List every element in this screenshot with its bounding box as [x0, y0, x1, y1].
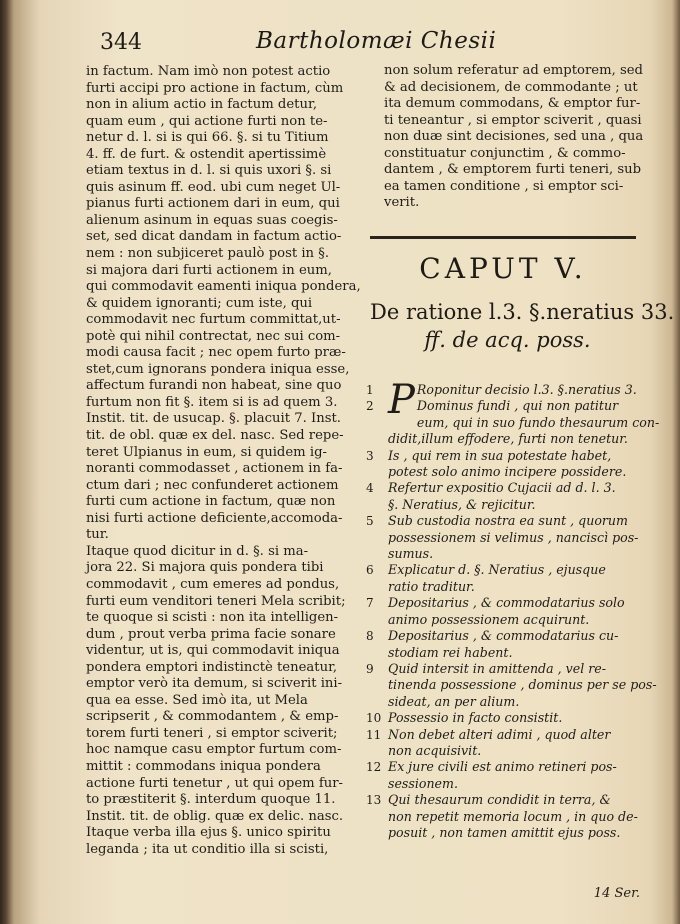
- summary-line: Ex jure civili est animo retineri pos-: [388, 759, 617, 775]
- summary-item: [366, 562, 644, 595]
- summary-number: 4: [366, 481, 374, 496]
- text-line: actione furti tenetur , ut qui opem fur-: [86, 775, 344, 791]
- summary-line: didit,illum effodere, furti non tenetur.: [388, 431, 628, 447]
- summary-line: Depositarius , & commodatarius solo: [388, 595, 625, 611]
- summary-item: [366, 595, 644, 628]
- summary-line: Non debet alteri adimi , quod alter: [388, 726, 611, 742]
- text-line: etiam textus in d. l. si quis uxori §. si: [86, 163, 332, 179]
- chapter-summary: [366, 377, 660, 841]
- text-line: potè qui nihil contrectat, nec sui com-: [86, 328, 341, 344]
- text-line: non solum referatur ad emptorem, sed: [384, 63, 643, 78]
- text-line: jora 22. Si majora quis pondera tibi: [86, 560, 324, 576]
- text-line: netur d. l. si is qui 66. §. si tu Titium: [86, 130, 329, 146]
- summary-line: eum, qui in suo fundo thesaurum con-: [416, 414, 660, 430]
- summary-line: posuit , non tamen amittit ejus poss.: [388, 824, 621, 840]
- summary-line: possessionem si velimus , nanciscì pos-: [388, 529, 639, 545]
- text-line: & ad decisionem, de commodante ; ut: [384, 79, 638, 95]
- summary-line: Explicatur d. §. Neratius , ejusque: [388, 562, 606, 578]
- summary-item: [366, 660, 657, 710]
- text-line: torem furti teneri , si emptor sciverit;: [86, 725, 338, 741]
- text-line: scripserit , & commodantem , & emp-: [86, 709, 339, 725]
- text-line: ctum dari ; nec confunderet actionem: [86, 477, 339, 493]
- text-line: si majora dari furti actionem in eum,: [86, 262, 332, 278]
- chapter-title: [370, 298, 675, 354]
- summary-line: ratio traditur.: [388, 578, 475, 594]
- text-line: Itaque verba illa ejus §. unico spiritu: [86, 825, 331, 841]
- text-line: pianus furti actionem dari in eum, qui: [86, 196, 340, 212]
- summary-number: 13: [366, 793, 382, 808]
- summary-line: Is , qui rem in sua potestate habet,: [388, 447, 612, 463]
- text-line: noranti commodasset , actionem in fa-: [86, 461, 343, 477]
- summary-line: Qui thesaurum condidit in terra, &: [388, 792, 611, 808]
- summary-line: Dominus fundi , qui non patitur: [416, 398, 619, 414]
- text-line: qui commodavit eamenti iniqua pondera,: [86, 279, 361, 295]
- chapter-title-line2: ff. de acq. poss.: [424, 328, 591, 352]
- summary-text: [388, 710, 644, 726]
- summary-number: 7: [366, 596, 374, 611]
- page-number: 344: [100, 30, 142, 55]
- summary-item: [366, 628, 644, 661]
- summary-text: [388, 660, 657, 710]
- summary-line: potest solo animo incipere possidere.: [388, 464, 627, 480]
- text-line: nisi furti actione deficiente,accomoda-: [86, 510, 343, 526]
- text-line: Instit. tit. de usucap. §. placuit 7. Inst.: [86, 411, 341, 427]
- summary-item: [366, 480, 644, 513]
- text-line: commodavit nec furtum committat,ut-: [86, 312, 341, 328]
- right-column-text: [384, 63, 644, 212]
- summary-text: [388, 792, 644, 841]
- text-line: set, sed dicat dandam in factum actio-: [86, 229, 342, 245]
- summary-line: non repetit memoria locum , in quo de-: [388, 808, 638, 824]
- text-line: verit.: [384, 195, 420, 211]
- text-line: furti accipi pro actione in factum, cùm: [86, 80, 344, 96]
- summary-line: non acquisivit.: [388, 742, 482, 758]
- summary-number: 1: [366, 383, 374, 397]
- text-line: & quidem ignoranti; cum iste, qui: [86, 295, 313, 311]
- chapter-heading: CAPUT V.: [419, 252, 587, 285]
- text-line: leganda ; ita ut conditio illa si scisti,: [86, 841, 329, 857]
- drop-cap: P: [388, 377, 415, 423]
- text-line: dantem , & emptorem furti teneri, sub: [384, 162, 642, 178]
- summary-line: Possessio in facto consistit.: [388, 710, 563, 726]
- chapter-rule: [370, 236, 636, 239]
- text-line: stet,cum ignorans pondera iniqua esse,: [86, 361, 350, 377]
- text-line: tur.: [86, 527, 109, 543]
- text-line: non in alium actio in factum detur,: [86, 97, 318, 113]
- text-line: furtum non fit §. item si is ad quem 3.: [86, 394, 338, 410]
- text-line: teret Ulpianus in eum, si quidem ig-: [86, 444, 327, 460]
- summary-item: [366, 448, 644, 481]
- summary-text: [388, 727, 644, 760]
- summary-number: 5: [366, 514, 374, 529]
- text-line: Itaque quod dicitur in d. §. si ma-: [86, 543, 309, 559]
- text-line: affectum furandi non habeat, sine quo: [86, 378, 342, 394]
- summary-text: [388, 377, 660, 448]
- left-column-text: [86, 64, 362, 858]
- summary-text: [388, 595, 644, 628]
- summary-line: Refertur expositio Cujacii ad d. l. 3.: [388, 480, 616, 496]
- summary-text: [388, 628, 644, 661]
- summary-text: [388, 759, 644, 792]
- text-line: constituatur conjunctim , & commo-: [384, 145, 626, 161]
- text-line: dum , prout verba prima facie sonare: [86, 626, 336, 642]
- text-line: hoc namque casu emptor furtum com-: [86, 742, 342, 758]
- text-line: pondera emptori indistinctè teneatur,: [86, 659, 338, 675]
- summary-number: 9: [366, 661, 374, 676]
- text-line: alienum asinum in equas suas coegis-: [86, 212, 338, 228]
- text-line: quis asinum ff. eod. ubi cum neget Ul-: [86, 179, 341, 195]
- text-line: videntur, ut is, qui commodavit iniqua: [86, 643, 340, 659]
- summary-number: 11: [366, 727, 382, 742]
- summary-number: 10: [366, 711, 382, 726]
- text-line: ea tamen conditione , si emptor sci-: [384, 178, 624, 194]
- summary-line: sideat, an per alium.: [388, 693, 520, 709]
- summary-item: [366, 377, 660, 448]
- summary-item: [366, 759, 644, 792]
- text-line: modi causa facit ; nec opem furto præ-: [86, 345, 346, 361]
- summary-text: [388, 448, 644, 481]
- summary-number: 8: [366, 629, 374, 644]
- text-line: ti teneantur , si emptor sciverit , quasi: [384, 112, 642, 128]
- text-line: emptor verò ita demum, si sciverit ini-: [86, 676, 343, 692]
- summary-line: stodiam rei habent.: [388, 644, 513, 660]
- catchword: 14 Ser.: [593, 886, 640, 901]
- text-line: to præstiterit §. interdum quoque 11.: [86, 792, 336, 808]
- summary-text: [388, 562, 644, 595]
- summary-line: P Roponitur decisio l.3. §.neratius 3.: [388, 377, 637, 423]
- text-line: furti cum actione in factum, quæ non: [86, 494, 336, 510]
- summary-line: §. Neratius, & rejicitur.: [388, 496, 536, 512]
- text-line: quam eum , qui actione furti non te-: [86, 113, 328, 129]
- summary-number: 3: [366, 448, 374, 463]
- chapter-title-line1: De ratione l.3. §.neratius 33.: [370, 300, 675, 324]
- summary-line: Sub custodia nostra ea sunt , quorum: [388, 513, 628, 529]
- text-line: qua ea esse. Sed imò ita, ut Mela: [86, 692, 308, 708]
- summary-line: sumus.: [388, 546, 434, 562]
- summary-item: [366, 710, 644, 726]
- summary-line: animo possessionem acquirunt.: [388, 611, 590, 627]
- text-line: tit. de obl. quæ ex del. nasc. Sed repe-: [86, 428, 344, 444]
- summary-line: sessionem.: [388, 775, 458, 791]
- text-line: te quoque si scisti : non ita intelligen-: [86, 610, 339, 626]
- summary-item: [366, 727, 644, 760]
- text-line: in factum. Nam imò non potest actio: [86, 64, 331, 79]
- running-head: Bartholomæi Chesii: [256, 28, 497, 54]
- summary-number: 2: [366, 399, 374, 413]
- summary-line: Quid intersit in amittenda , vel re-: [388, 660, 606, 676]
- summary-item: [366, 792, 644, 841]
- page-header: [84, 26, 644, 60]
- summary-text: [388, 513, 644, 562]
- summary-line: tinenda possessione , dominus per se pos-: [388, 677, 657, 693]
- text-line: ita demum commodans, & emptor fur-: [384, 96, 641, 112]
- text-line: 4. ff. de furt. & ostendit apertissimè: [86, 146, 327, 162]
- text-line: mittit : commodans iniqua pondera: [86, 758, 321, 774]
- text-line: Instit. tit. de oblig. quæ ex delic. nasc.: [86, 808, 344, 824]
- summary-item: [366, 513, 644, 562]
- text-line: furti eum venditori teneri Mela scribit;: [86, 593, 346, 609]
- summary-line: Depositarius , & commodatarius cu-: [388, 628, 619, 644]
- text-line: nem : non subjiceret paulò post in §.: [86, 246, 330, 262]
- text-line: commodavit , cum emeres ad pondus,: [86, 576, 340, 592]
- summary-number: 6: [366, 563, 374, 578]
- summary-number: 12: [366, 760, 382, 775]
- summary-text: [388, 480, 644, 513]
- text-line: non duæ sint decisiones, sed una , qua: [384, 129, 644, 145]
